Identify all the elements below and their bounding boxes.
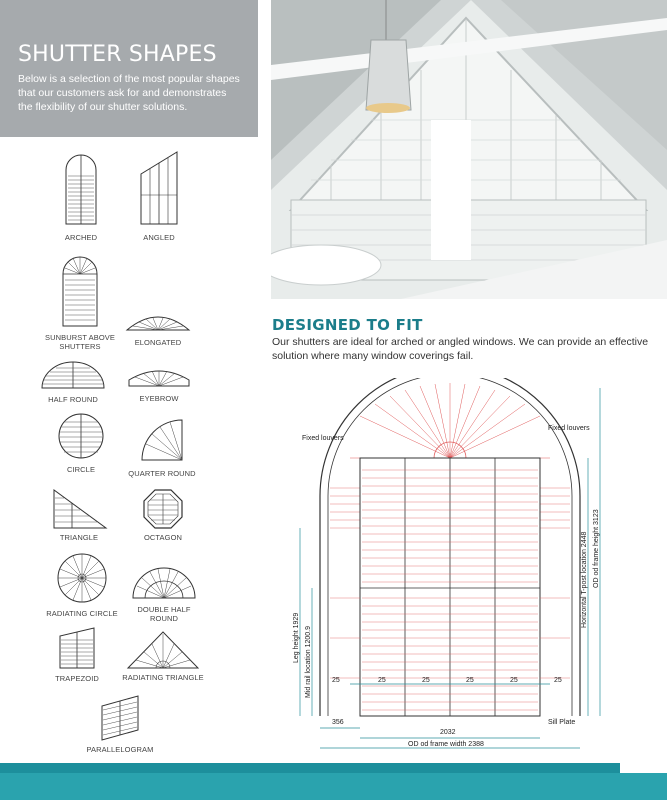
shape-circle xyxy=(46,412,116,474)
parallelogram-icon xyxy=(100,694,140,742)
triangle-icon xyxy=(50,488,108,530)
sill-plate-label: Sill Plate xyxy=(548,719,576,726)
dim-25-2: 25 xyxy=(378,677,386,684)
leg-height-label: Leg height 1929 xyxy=(293,612,300,663)
shape-double-half-round xyxy=(126,566,202,623)
dim-25-4: 25 xyxy=(466,677,474,684)
label-radiating-triangle: RADIATING TRIANGLE xyxy=(122,673,204,682)
shape-eyebrow xyxy=(124,366,194,403)
shape-half-round xyxy=(38,360,108,404)
label-radiating-circle: RADIATING CIRCLE xyxy=(46,609,118,618)
eyebrow-icon xyxy=(127,366,191,388)
label-sunburst: SUNBURST ABOVE SHUTTERS xyxy=(44,333,116,351)
page-title: SHUTTER SHAPES xyxy=(18,42,217,67)
shape-radiating-triangle xyxy=(120,630,206,682)
label-angled: ANGLED xyxy=(143,233,175,242)
label-octagon: OCTAGON xyxy=(143,533,183,542)
footer-band-dark xyxy=(0,763,620,773)
trapezoid-icon xyxy=(58,626,96,670)
fixed-louvers-right-label: Fixed louvers xyxy=(548,425,590,432)
shape-triangle xyxy=(44,488,114,542)
shape-sunburst xyxy=(40,254,120,351)
shape-quarter-round xyxy=(124,416,200,478)
section-heading: DESIGNED TO FIT xyxy=(272,316,423,334)
sunburst-icon xyxy=(61,254,99,328)
od-height-label: OD od frame height 3123 xyxy=(593,509,600,588)
label-parallelogram: PARALLELOGRAM xyxy=(86,745,154,754)
octagon-icon xyxy=(142,488,184,530)
technical-drawing xyxy=(290,378,610,753)
label-eyebrow: EYEBROW xyxy=(139,394,179,403)
quarter-round-icon xyxy=(138,416,186,462)
room-photo xyxy=(271,0,667,299)
shape-angled xyxy=(131,150,187,242)
intro-text: Below is a selection of the most popular shapes that our customers ask for and demonstrates the flexibility of our shutter solutions. xyxy=(18,73,240,113)
header-panel xyxy=(0,0,258,137)
dim-25-3: 25 xyxy=(422,677,430,684)
label-circle: CIRCLE xyxy=(66,465,96,474)
dim-25-1: 25 xyxy=(332,677,340,684)
shape-elongated xyxy=(122,310,194,347)
radiating-triangle-icon xyxy=(126,630,200,670)
arched-icon xyxy=(64,152,98,226)
label-triangle: TRIANGLE xyxy=(59,533,99,542)
label-elongated: ELONGATED xyxy=(134,338,182,347)
label-trapezoid: TRAPEZOID xyxy=(55,674,99,683)
fixed-louvers-left-label: Fixed louvers xyxy=(302,435,344,442)
shape-radiating-circle xyxy=(40,552,124,618)
shape-octagon xyxy=(130,488,196,542)
dim-25-6: 25 xyxy=(554,677,562,684)
elongated-icon xyxy=(125,310,191,332)
half-round-icon xyxy=(40,360,106,390)
radiating-circle-icon xyxy=(56,552,108,604)
section-body: Our shutters are ideal for arched or angled windows. We can provide an effective solution where many window coverings fail. xyxy=(272,336,649,362)
circle-icon xyxy=(57,412,105,460)
od-width-label: OD od frame width 2388 xyxy=(408,741,484,748)
label-arched: ARCHED xyxy=(64,233,98,242)
shape-trapezoid xyxy=(44,626,110,683)
label-half-round: HALF ROUND xyxy=(48,395,98,404)
shape-arched xyxy=(56,152,106,242)
label-double-half-round: DOUBLE HALF ROUND xyxy=(137,605,191,623)
mid-rail-label: Mid rail location 1200.9 xyxy=(305,626,312,698)
shape-parallelogram xyxy=(80,694,160,754)
dim-2032: 2032 xyxy=(440,729,456,736)
label-quarter-round: QUARTER ROUND xyxy=(128,469,196,478)
footer-band-light xyxy=(0,773,667,800)
dim-25-5: 25 xyxy=(510,677,518,684)
dim-356: 356 xyxy=(332,719,344,726)
angled-icon xyxy=(137,150,181,226)
double-half-round-icon xyxy=(131,566,197,600)
horizontal-tpost-label: Horizontal T-post location 2448 xyxy=(581,531,588,628)
